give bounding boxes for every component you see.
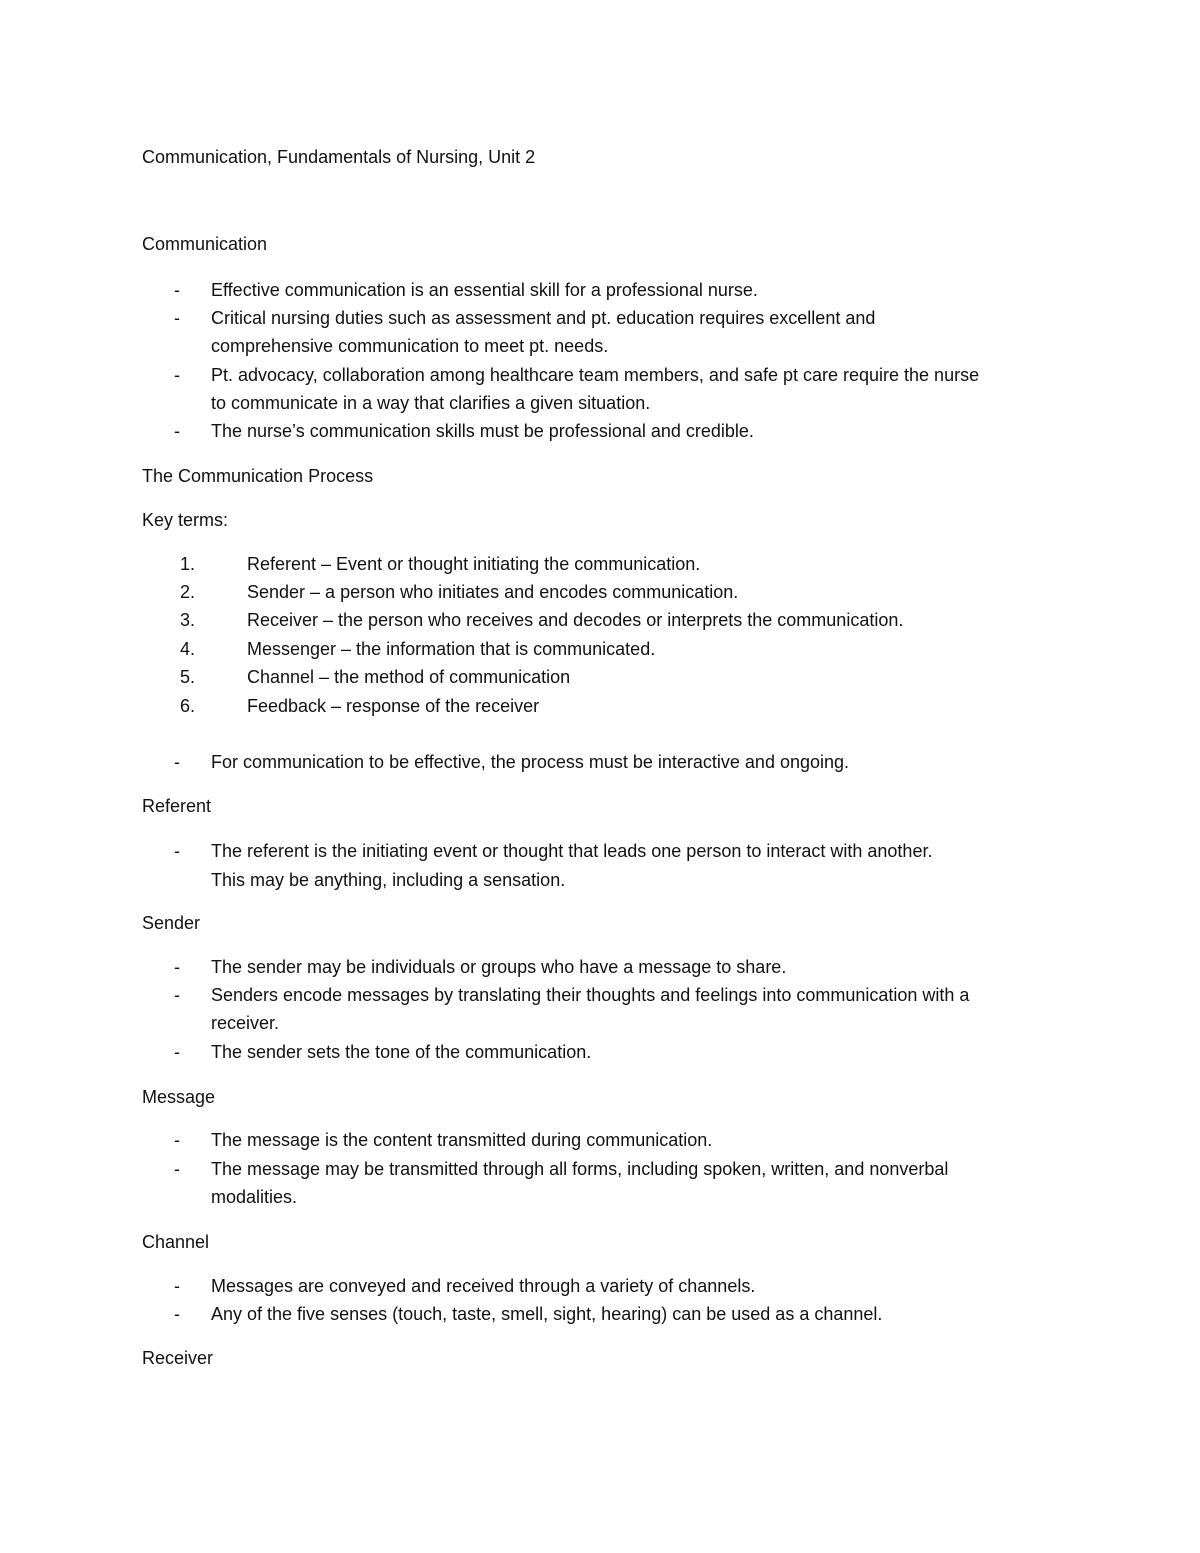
list-item: For communication to be effective, the process must be interactive and ongoing. xyxy=(211,752,850,772)
numbered-list-item: Channel – the method of communication xyxy=(247,667,571,687)
bullet-marker: - xyxy=(174,1159,180,1179)
bullet-marker: - xyxy=(174,1304,180,1324)
list-item: Any of the five senses (touch, taste, smell, sight, hearing) can be used as a channel. xyxy=(211,1304,883,1324)
list-item: The sender may be individuals or groups who have a message to share. xyxy=(211,957,787,977)
section-heading-receiver: Receiver xyxy=(142,1348,214,1368)
list-item: Pt. advocacy, collaboration among healthcare team members, and safe pt care require the nurse xyxy=(211,365,980,385)
list-number: 2. xyxy=(180,582,196,602)
section-heading-communication-process: The Communication Process xyxy=(142,466,374,486)
list-item-continuation: This may be anything, including a sensation. xyxy=(211,870,566,890)
numbered-list-item: Referent – Event or thought initiating the communication. xyxy=(247,554,701,574)
list-item: The sender sets the tone of the communication. xyxy=(211,1042,592,1062)
list-item-continuation: receiver. xyxy=(211,1013,280,1033)
numbered-list-item: Feedback – response of the receiver xyxy=(247,696,540,716)
list-item-continuation: comprehensive communication to meet pt. needs. xyxy=(211,336,609,356)
list-number: 4. xyxy=(180,639,196,659)
list-item: The message is the content transmitted during communication. xyxy=(211,1130,713,1150)
section-heading-referent: Referent xyxy=(142,796,212,816)
bullet-marker: - xyxy=(174,365,180,385)
bullet-marker: - xyxy=(174,308,180,328)
list-item: The nurse’s communication skills must be professional and credible. xyxy=(211,421,754,441)
bullet-marker: - xyxy=(174,280,180,300)
list-item-continuation: to communicate in a way that clarifies a given situation. xyxy=(211,393,651,413)
section-heading-communication: Communication xyxy=(142,234,268,254)
bullet-marker: - xyxy=(174,1042,180,1062)
list-item: Effective communication is an essential skill for a professional nurse. xyxy=(211,280,758,300)
list-item: Senders encode messages by translating their thoughts and feelings into communication with a xyxy=(211,985,970,1005)
list-item: Messages are conveyed and received through a variety of channels. xyxy=(211,1276,756,1296)
section-heading-message: Message xyxy=(142,1087,216,1107)
numbered-list-item: Messenger – the information that is communicated. xyxy=(247,639,656,659)
list-item: The referent is the initiating event or thought that leads one person to interact with another. xyxy=(211,841,933,861)
bullet-marker: - xyxy=(174,1276,180,1296)
list-number: 6. xyxy=(180,696,196,716)
list-number: 5. xyxy=(180,667,196,687)
section-heading-channel: Channel xyxy=(142,1232,210,1252)
bullet-marker: - xyxy=(174,841,180,861)
numbered-list-item: Sender – a person who initiates and encodes communication. xyxy=(247,582,739,602)
bullet-marker: - xyxy=(174,421,180,441)
bullet-marker: - xyxy=(174,1130,180,1150)
list-number: 1. xyxy=(180,554,196,574)
bullet-marker: - xyxy=(174,752,180,772)
bullet-marker: - xyxy=(174,957,180,977)
list-number: 3. xyxy=(180,610,196,630)
bullet-marker: - xyxy=(174,985,180,1005)
numbered-list-item: Receiver – the person who receives and decodes or interprets the communication. xyxy=(247,610,904,630)
key-terms-label: Key terms: xyxy=(142,510,229,530)
list-item-continuation: modalities. xyxy=(211,1187,298,1207)
section-heading-sender: Sender xyxy=(142,913,201,933)
document-title: Communication, Fundamentals of Nursing, Unit 2 xyxy=(142,147,536,167)
list-item: The message may be transmitted through all forms, including spoken, written, and nonverbal xyxy=(211,1159,949,1179)
list-item: Critical nursing duties such as assessment and pt. education requires excellent and xyxy=(211,308,876,328)
